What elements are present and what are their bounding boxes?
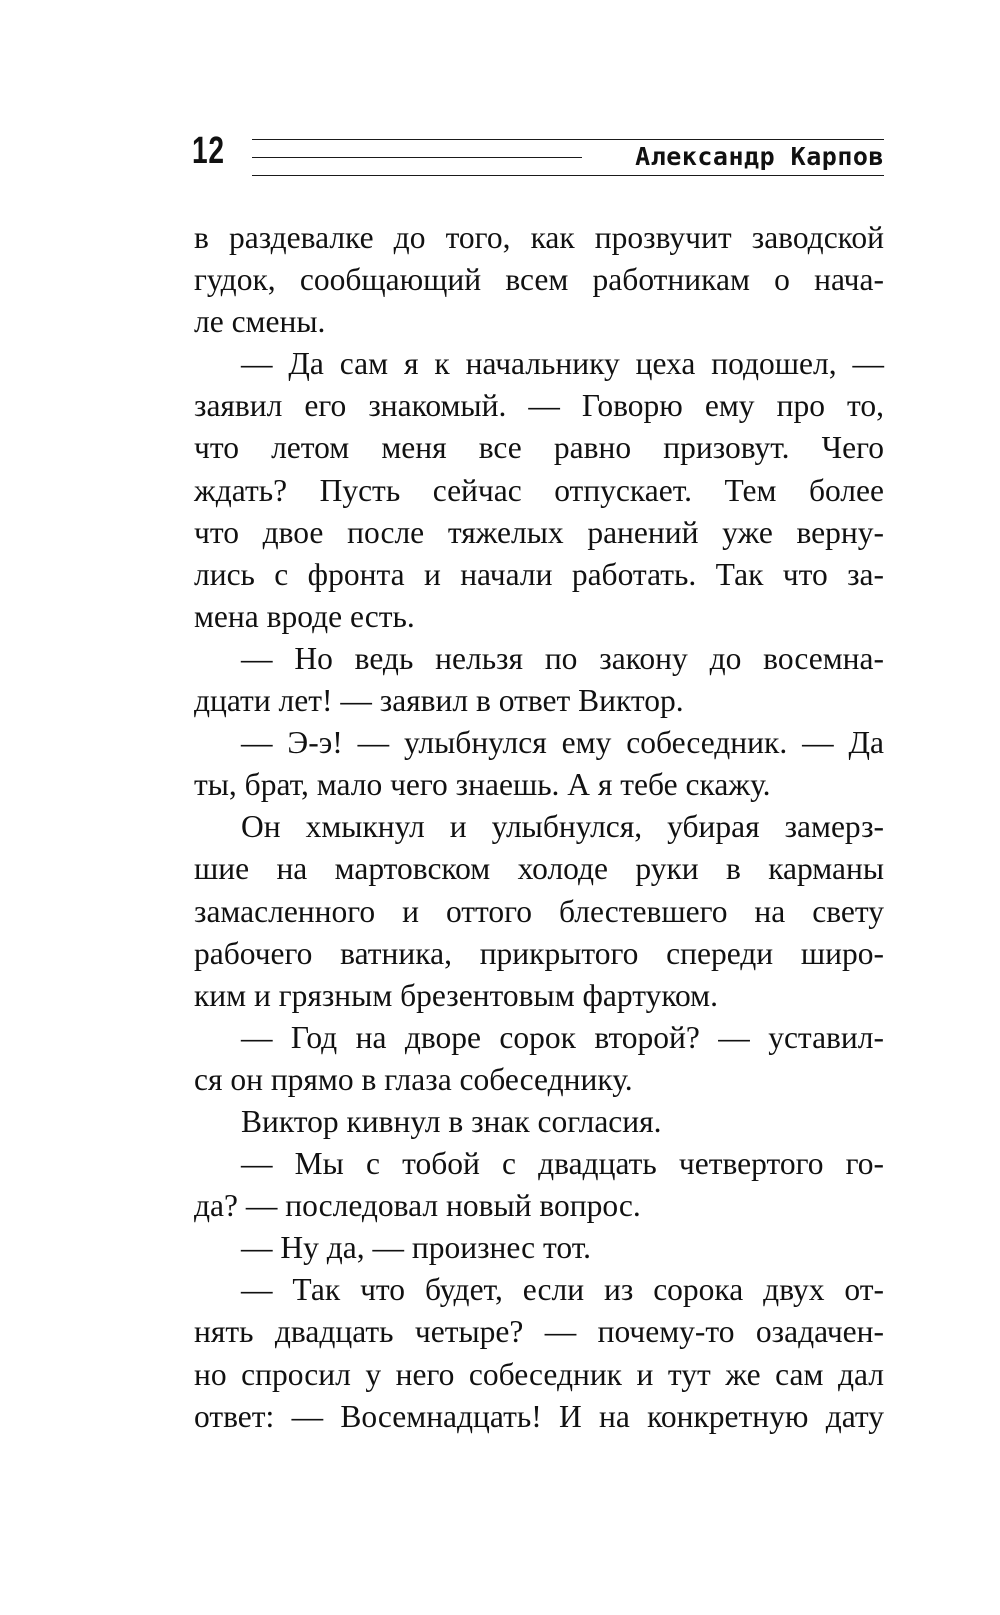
header-rule-middle: [252, 157, 582, 158]
text-line: ле смены.: [194, 304, 326, 340]
page-text-body: [194, 217, 884, 1438]
header-rule-bottom: [252, 175, 884, 176]
text-line: — Так что будет, если из сорока двух от-: [241, 1272, 884, 1308]
text-line: ждать? Пусть сейчас отпускает. Тем более: [194, 472, 884, 508]
text-line: дцати лет! — заявил в ответ Виктор.: [194, 683, 684, 719]
text-line: шие на мартовском холоде руки в карманы: [194, 851, 884, 887]
text-line: рабочего ватника, прикрытого спереди широ-: [194, 935, 884, 971]
text-line: Он хмыкнул и улыбнулся, убирая замерз-: [241, 809, 884, 845]
text-line: ким и грязным брезентовым фартуком.: [194, 977, 718, 1013]
text-line: что двое после тяжелых ранений уже верну-: [194, 514, 884, 550]
text-line: лись с фронта и начали работать. Так что за-: [194, 556, 884, 592]
page-number: 12: [192, 130, 225, 172]
text-line: — Мы с тобой с двадцать четвертого го-: [241, 1146, 884, 1182]
text-line: — Год на дворе сорок второй? — уставил-: [241, 1019, 884, 1055]
text-line: — Э-э! — улыбнулся ему собеседник. — Да: [241, 725, 884, 761]
text-line: ты, брат, мало чего знаешь. А я тебе скажу.: [194, 767, 771, 803]
text-line: замасленного и оттого блестевшего на свету: [194, 893, 884, 929]
header-rule-top: [252, 139, 884, 140]
text-line: ответ: — Восемнадцать! И на конкретную дату: [194, 1398, 884, 1434]
text-line: — Ну да, — произнес тот.: [241, 1230, 591, 1266]
text-line: заявил его знакомый. — Говорю ему про то,: [194, 388, 884, 424]
text-line: но спросил у него собеседник и тут же сам дал: [194, 1356, 884, 1392]
text-line: — Но ведь нельзя по закону до восемна-: [241, 640, 884, 676]
text-line: гудок, сообщающий всем работникам о нача-: [194, 262, 884, 298]
text-line: — Да сам я к начальнику цеха подошел, —: [241, 346, 884, 382]
text-line: нять двадцать четыре? — почему-то озадачен-: [194, 1314, 884, 1350]
text-line: ся он прямо в глаза собеседнику.: [194, 1061, 633, 1097]
text-line: Виктор кивнул в знак согласия.: [241, 1103, 662, 1139]
running-header-author: Александр Карпов: [635, 142, 884, 171]
text-line: мена вроде есть.: [194, 598, 415, 634]
text-line: что летом меня все равно призовут. Чего: [194, 430, 884, 466]
text-line: да? — последовал новый вопрос.: [194, 1188, 641, 1224]
text-line: в раздевалке до того, как прозвучит заводской: [194, 220, 884, 255]
